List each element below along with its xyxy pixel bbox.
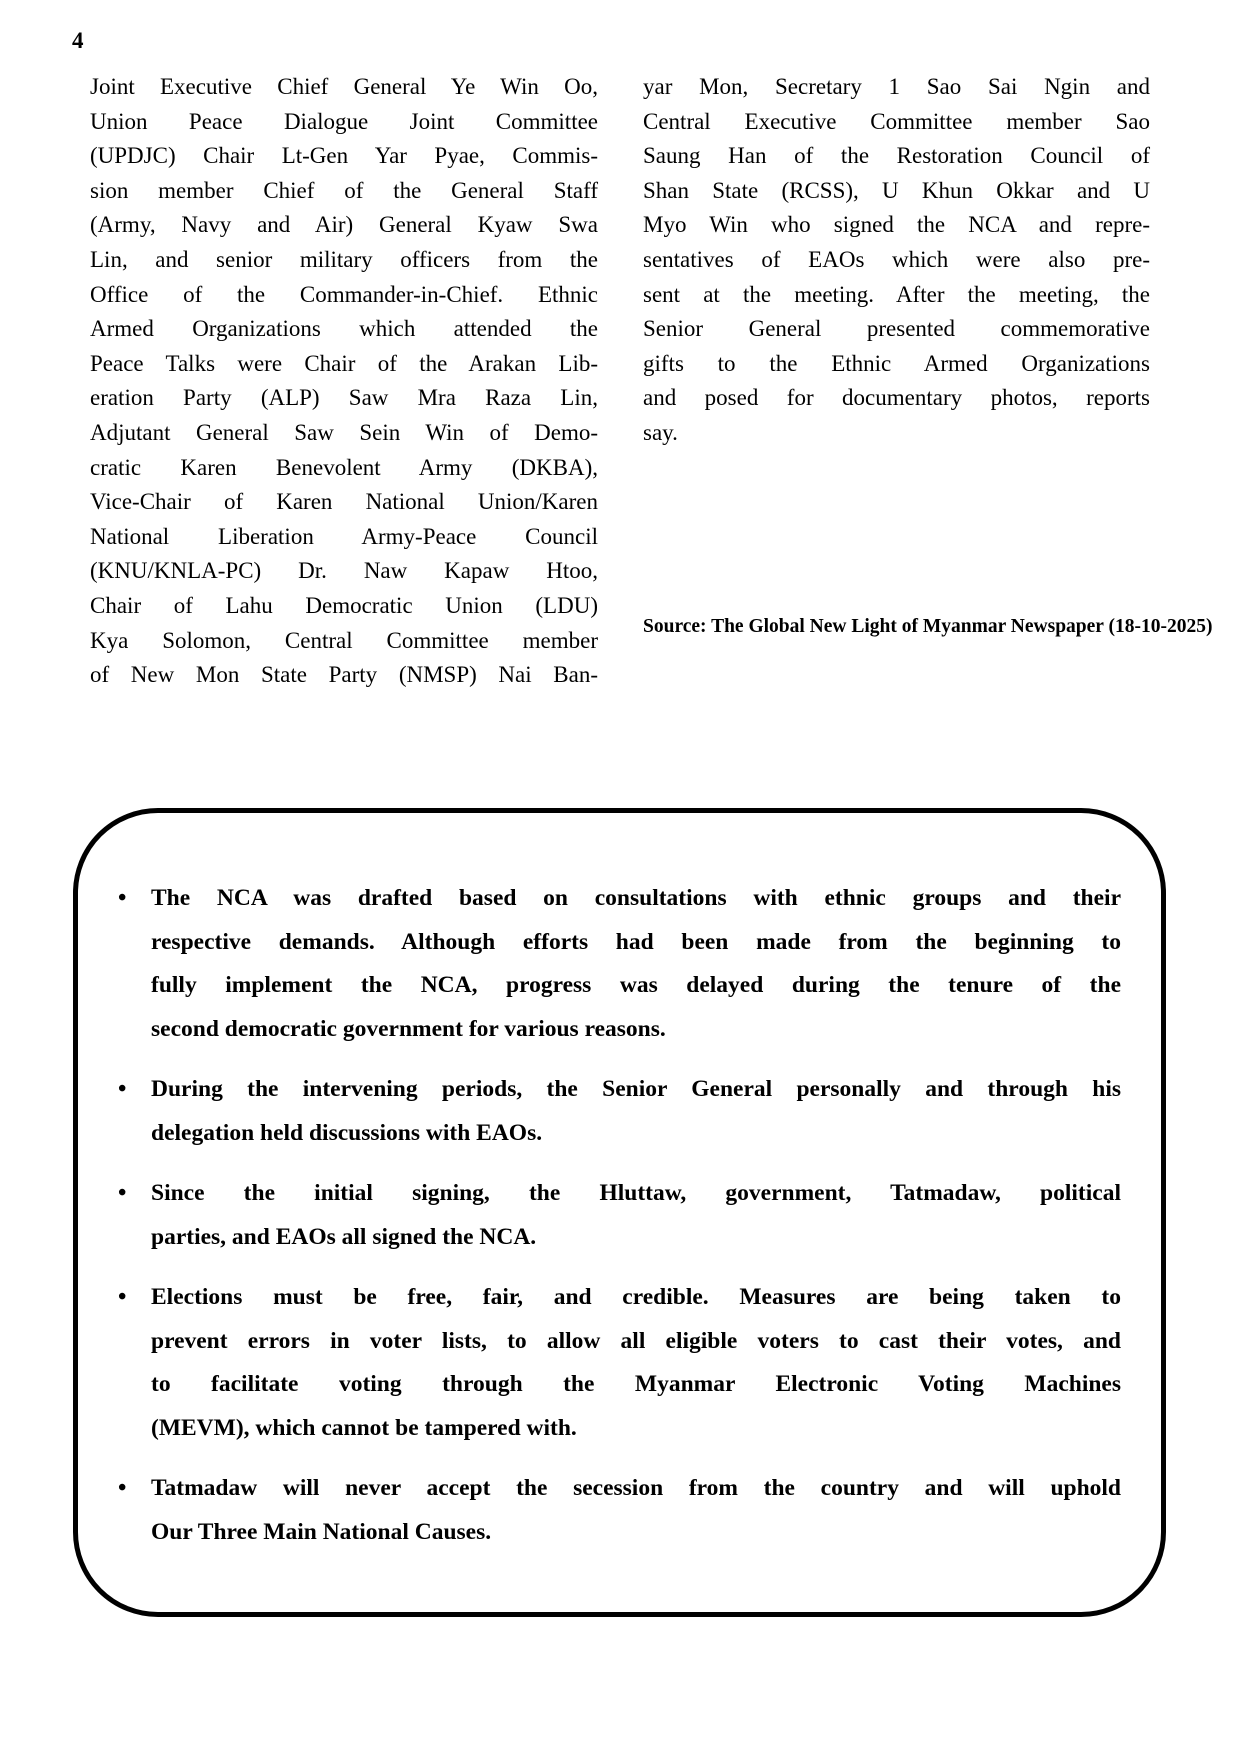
text-line: fully implement the NCA, progress was delayed during the tenure of the [151, 972, 1121, 998]
bullet-text [151, 1276, 1121, 1450]
text-line: Senior General presented commemorative [643, 316, 1150, 342]
text-line: respective demands. Although efforts had been made from the beginning to [151, 928, 1121, 955]
text-line: Since the initial signing, the Hluttaw, government, Tatmadaw, political [151, 1180, 1121, 1206]
text-line: delegation held discussions with EAOs. [151, 1119, 543, 1146]
source-attribution: Source: The Global New Light of Myanmar Newspaper (18-10-2025) [643, 616, 1213, 637]
summary-box [73, 808, 1166, 1617]
text-line: Central Executive Committee member Sao [643, 108, 1150, 134]
text-line: prevent errors in voter lists, to allow all eligible voters to cast their votes, and [151, 1327, 1121, 1354]
bullet-item [118, 1172, 1121, 1259]
page-number: 4 [72, 28, 84, 53]
text-line: parties, and EAOs all signed the NCA. [151, 1223, 537, 1250]
text-line: Vice-Chair of Karen National Union/Karen [90, 489, 598, 515]
text-line: Shan State (RCSS), U Khun Okkar and U [643, 177, 1150, 203]
text-line: Office of the Commander-in-Chief. Ethnic [90, 281, 598, 307]
text-line: Peace Talks were Chair of the Arakan Lib- [90, 350, 598, 376]
text-line: The NCA was drafted based on consultations with ethnic groups and their [151, 885, 1121, 911]
bullet-text [151, 1172, 1121, 1259]
text-line: During the intervening periods, the Senior General personally and through his [151, 1076, 1121, 1102]
text-line: (Army, Navy and Air) General Kyaw Swa [90, 212, 598, 238]
text-line: sentatives of EAOs which were also pre- [643, 246, 1150, 272]
text-line: Elections must be free, fair, and credible. Measures are being taken to [151, 1284, 1121, 1310]
bullet-marker: • [118, 1475, 127, 1501]
bullet-item [118, 877, 1121, 1051]
text-line: Tatmadaw will never accept the secession from the country and will uphold [151, 1475, 1121, 1501]
text-line: Our Three Main National Causes. [151, 1518, 492, 1545]
bullet-item [118, 1068, 1121, 1155]
text-line: Saung Han of the Restoration Council of [643, 143, 1150, 169]
text-line: gifts to the Ethnic Armed Organizations [643, 350, 1150, 376]
text-line: sion member Chief of the General Staff [90, 177, 598, 203]
article-column-left [90, 70, 598, 693]
text-line: Joint Executive Chief General Ye Win Oo, [90, 74, 598, 99]
bullet-item [118, 1276, 1121, 1450]
bullet-marker: • [118, 1180, 127, 1206]
text-line: Lin, and senior military officers from the [90, 246, 598, 272]
text-line: Chair of Lahu Democratic Union (LDU) [90, 592, 598, 618]
text-line: Kya Solomon, Central Committee member [90, 627, 598, 653]
bullet-text [151, 1467, 1121, 1554]
text-line: National Liberation Army-Peace Council [90, 523, 598, 549]
text-line: yar Mon, Secretary 1 Sao Sai Ngin and [643, 74, 1150, 99]
text-line: to facilitate voting through the Myanmar Electronic Voting Machines [151, 1371, 1121, 1397]
text-line: Armed Organizations which attended the [90, 316, 598, 342]
text-line: Adjutant General Saw Sein Win of Demo- [90, 419, 598, 445]
text-line: Myo Win who signed the NCA and repre- [643, 212, 1150, 238]
text-line: (KNU/KNLA-PC) Dr. Naw Kapaw Htoo, [90, 558, 598, 584]
bullet-text [151, 877, 1121, 1051]
text-line: of New Mon State Party (NMSP) Nai Ban- [90, 662, 598, 688]
text-line: Union Peace Dialogue Joint Committee [90, 108, 598, 134]
text-line: say. [643, 419, 678, 445]
bullet-marker: • [118, 885, 127, 911]
text-line: sent at the meeting. After the meeting, the [643, 281, 1150, 307]
bullet-marker: • [118, 1076, 127, 1102]
text-line: eration Party (ALP) Saw Mra Raza Lin, [90, 385, 598, 411]
bullet-marker: • [118, 1284, 127, 1310]
article-column-right [643, 70, 1150, 451]
text-line: (UPDJC) Chair Lt-Gen Yar Pyae, Commis- [90, 143, 598, 169]
text-line: second democratic government for various reasons. [151, 1015, 666, 1042]
text-line: and posed for documentary photos, reports [643, 385, 1150, 411]
bullet-text [151, 1068, 1121, 1155]
text-line: cratic Karen Benevolent Army (DKBA), [90, 454, 598, 480]
bullet-item [118, 1467, 1121, 1554]
text-line: (MEVM), which cannot be tampered with. [151, 1414, 577, 1441]
